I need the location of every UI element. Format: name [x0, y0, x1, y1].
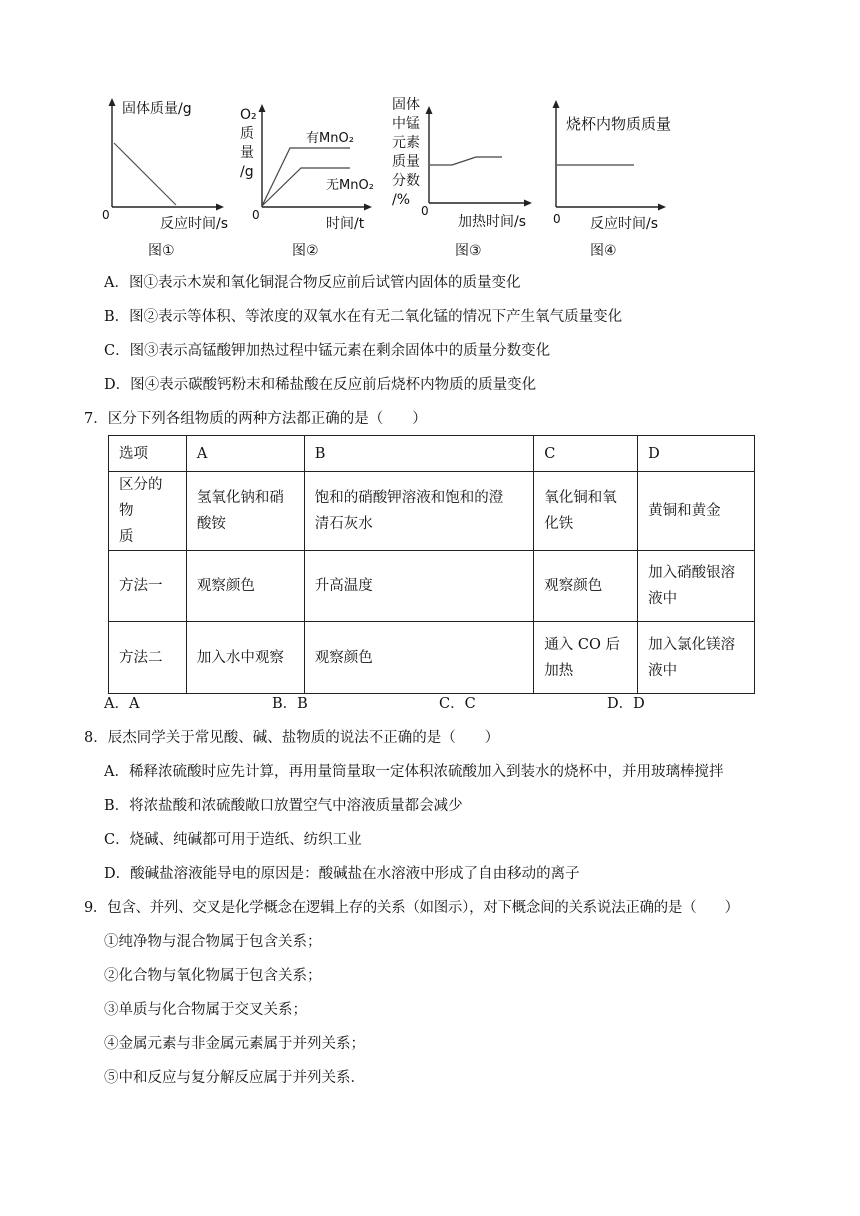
cell-line: 酸铵: [196, 516, 226, 532]
table-cell: [638, 551, 755, 622]
graph-3-y-label-line: /%: [392, 192, 411, 208]
table-cell: [186, 622, 304, 694]
q9-item-5: ⑤中和反应与复分解反应属于并列关系．: [104, 1070, 365, 1086]
graph-3-y-label-line: 固体: [392, 97, 420, 113]
graph-3-y-label-line: 分数: [392, 173, 420, 189]
graph-2-y-label-line: O₂: [240, 107, 257, 123]
table-cell: [534, 551, 638, 622]
cell-line: 液中: [648, 662, 678, 679]
graph-2-y-label-line: 量: [240, 145, 254, 161]
graph-4-caption: 图④: [590, 243, 617, 259]
cell-line: 加热: [544, 662, 574, 679]
table-row: [109, 622, 755, 694]
q9-item-2: ②化合物与氧化物属于包含关系；: [104, 968, 322, 984]
q8-option-a: A．稀释浓硫酸时应先计算，再用量筒量取一定体积浓硫酸加入到装水的烧杯中，并用玻璃棒搅拌: [104, 764, 724, 780]
table-cell: [304, 622, 534, 694]
table-cell: [109, 472, 187, 551]
cell-line: 观察颜色: [196, 578, 255, 594]
graph-2-x-label: 时间/t: [326, 216, 365, 232]
cell-line: 方法二: [119, 649, 163, 666]
q9-item-1: ①纯净物与混合物属于包含关系；: [104, 934, 322, 950]
q7-option-d: D．D: [607, 696, 645, 712]
q8-stem: 8．辰杰同学关于常见酸、碱、盐物质的说法不正确的是（ ）: [84, 730, 500, 746]
graph-1-origin: 0: [102, 208, 110, 222]
q7-option-c: C．C: [439, 696, 476, 712]
graph-4-axes: [0, 0, 860, 260]
graph-2-curve-label-with: 有MnO₂: [306, 131, 354, 146]
cell-line: 氧化铜和氧: [544, 490, 617, 506]
table-header-cell: A: [186, 436, 304, 472]
graph-1-x-label: 反应时间/s: [160, 216, 229, 232]
table-header-cell: C: [534, 436, 638, 472]
cell-line: 清石灰水: [314, 516, 373, 532]
table-cell: [534, 622, 638, 694]
table-row: [109, 472, 755, 551]
q8-option-c: C．烧碱、纯碱都可用于造纸、纺织工业: [104, 832, 362, 848]
q6-option-a: A．图①表示木炭和氧化铜混合物反应前后试管内固体的质量变化: [104, 275, 521, 291]
q7-option-a: A．A: [104, 696, 140, 712]
table-cell: [109, 551, 187, 622]
graph-3-x-label: 加热时间/s: [458, 214, 527, 230]
graph-2-y-label-line: /g: [240, 164, 254, 180]
cell-line: 通入 CO 后: [544, 636, 620, 653]
cell-line: 区分的物: [119, 477, 163, 519]
table-cell: [304, 551, 534, 622]
q6-option-b: B．图②表示等体积、等浓度的双氧水在有无二氧化锰的情况下产生氧气质量变化: [104, 309, 623, 325]
graph-1-y-label: 固体质量/g: [122, 101, 192, 117]
q6-option-d: D．图④表示碳酸钙粉末和稀盐酸在反应前后烧杯内物质的质量变化: [104, 377, 537, 393]
table-cell: [186, 551, 304, 622]
table-cell: [638, 472, 755, 551]
cell-line: 观察颜色: [314, 649, 373, 666]
cell-line: 氢氧化钠和硝: [196, 490, 284, 506]
table-cell: [638, 622, 755, 694]
table-header-cell: 选项: [109, 436, 187, 472]
cell-line: 质: [119, 529, 134, 545]
graph-2-curve-label-without: 无MnO₂: [326, 178, 374, 193]
q8-option-d: D．酸碱盐溶液能导电的原因是：酸碱盐在水溶液中形成了自由移动的离子: [104, 866, 580, 882]
cell-line: 化铁: [544, 516, 574, 532]
graph-4-y-label: 烧杯内物质质量: [566, 115, 672, 133]
q8-option-b: B．将浓盐酸和浓硫酸敞口放置空气中溶液质量都会减少: [104, 798, 463, 814]
graph-4-origin: 0: [553, 212, 561, 226]
table-cell: [534, 472, 638, 551]
q7-stem: 7．区分下列各组物质的两种方法都正确的是（ ）: [84, 411, 427, 427]
cell-line: 观察颜色: [544, 578, 603, 594]
table-header-row: [109, 436, 755, 472]
table-cell: [304, 472, 534, 551]
graph-1-caption: 图①: [148, 243, 175, 259]
table-header-cell: D: [638, 436, 755, 472]
graph-3-y-label-line: 质量: [392, 154, 420, 170]
q7-option-b: B．B: [272, 696, 308, 712]
q7-table: [108, 435, 755, 694]
graph-3-y-label-line: 中锰: [392, 116, 420, 132]
q9-item-3: ③单质与化合物属于交叉关系；: [104, 1002, 307, 1018]
graph-4-x-label: 反应时间/s: [590, 216, 659, 232]
cell-line: 黄铜和黄金: [648, 503, 721, 519]
cell-line: 升高温度: [314, 578, 373, 594]
table-cell: [186, 472, 304, 551]
q9-item-4: ④金属元素与非金属元素属于并列关系；: [104, 1036, 365, 1052]
graph-3-caption: 图③: [455, 243, 482, 259]
table-header-cell: B: [304, 436, 534, 472]
cell-line: 方法一: [119, 578, 163, 594]
graph-2-y-label-line: 质: [240, 126, 254, 142]
cell-line: 液中: [648, 591, 678, 607]
graph-3-y-label-line: 元素: [392, 135, 420, 151]
table-row: [109, 551, 755, 622]
q9-stem: 9．包含、并列、交叉是化学概念在逻辑上存的关系（如图示），对下概念间的关系说法正确的是（ ）: [84, 900, 739, 916]
table-cell: [109, 622, 187, 694]
graph-2-caption: 图②: [292, 243, 319, 259]
cell-line: 加入硝酸银溶: [648, 565, 736, 581]
graph-3-origin: 0: [421, 204, 429, 218]
graph-2-origin: 0: [252, 208, 260, 222]
q6-option-c: C．图③表示高锰酸钾加热过程中锰元素在剩余固体中的质量分数变化: [104, 343, 551, 359]
cell-line: 加入水中观察: [196, 649, 284, 666]
cell-line: 饱和的硝酸钾溶液和饱和的澄: [314, 490, 504, 506]
cell-line: 加入氯化镁溶: [648, 636, 736, 653]
